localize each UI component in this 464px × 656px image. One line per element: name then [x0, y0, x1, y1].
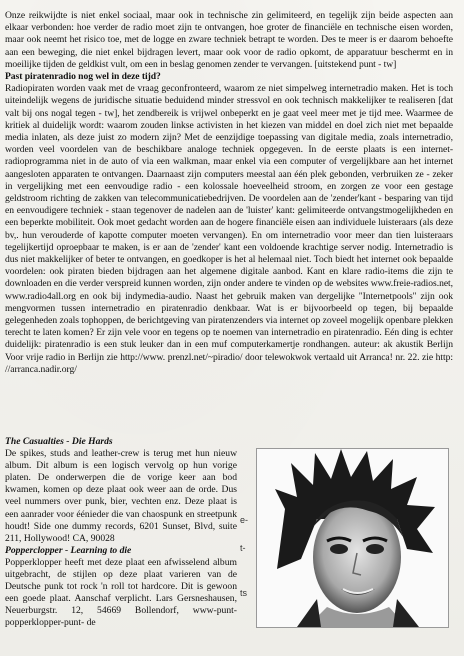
woman-photo-icon	[256, 448, 449, 628]
article	[5, 10, 453, 376]
article-intro: Onze reikwijdte is niet enkel sociaal, maar ook in technische zin gelimiteerd, en tegelijk zijn beide aspecten aan elkaar verbonden: hoe verder de radio moet zijn te ontvangen, hoe groter de financiële en technische eisen worden, maar ook neemt het risico toe, met de logge en zware techniek betrapt te worden. Des te meer is er daarom behoefte aan een beweging, die niet enkel bijdragen levert, maar ook voor de radio opkomt, de apparatuur beschermt en in moeilijke tijden de geldkist vult, om een in beslag genomen zender te vervangen. [uitstekend punt - tw]	[5, 10, 453, 70]
review-title: The Casualties - Die Hards	[5, 436, 113, 447]
review-title: Popperclopper - Learning to die	[5, 544, 132, 556]
review-text: De spikes, studs and leather-crew is terug met hun nieuw album. Dit album is een logisch vervolg op hun vorige platen. De onderwerpen die de vorige keer aan bod kwamen, komen op deze plaat ook weer aan de orde. Dus veel nummers over punk, bier, vechten enz. Deze plaat is een aanrader voor éénieder die van chaospunk en streetpunk houdt! Side one dummy records, 6201 Sunset, Blvd, suite 211, Hollywood! CA, 90028	[5, 448, 237, 544]
article-body: Radiopiraten worden vaak met de vraag geconfronteerd, waarom ze niet simpelweg internetradio maken. Het is toch uiteindelijk wegens de juridische situatie beduidend minder stressvol en ook technisch makkelijker te realiseren [dat valt bij ons nogal tegen - tw], het zendbereik is vrijwel onbeperkt en je gaat veel meer met je tijd mee. Waarmee de kritiek al duidelijk wordt: waarom zouden linkse activisten in het kiezen van middel en doel zich niet met bepaalde media inlaten, als deze juist zo modern zijn? Met de eenzijdige toepassing van digitale media, zoals internetradio, worden veel voordelen van de beschikbare analoge techniek opgegeven. In de eerste plaats is een internet-radioprogramma niet in de auto of via een walkman, maar enkel via een computer of vergelijkbare aan het internet aangesloten apparaten te ontvangen. Daarnaast zijn computers meestal aan één plek gebonden, verbruiken ze - zeker in vergelijking met een eenvoudige radio - een kolossale hoeveelheid stroom, en zorgen ze voor een gestage geldstroom richting de zakken van telecommunicatiebedrijven. De voordelen aan de 'zender'kant - besparing van tijd en eenvoudigere techniek - staan tegenover de nadelen aan de 'luister' kant: gelimiteerde ontvangstmogelijkheden en een beperkte mobiliteit. Ook moet gedacht worden aan de hogere financiële eisen aan individuele luisteraars (als deze bv,. hun verouderde of kapotte computer moeten vervangen). En om internetradio voor meer dan tien luisteraars tegelijkertijd oproepbaar te maken, is er aan de 'zender' kant een voldoende krachtige server nodig. Internetradio is dus niet makkelijker of beter te ontvangen, en goedkoper is het al helemaal niet. Toch biedt het internet ook bepaalde voordelen: ook piraten bieden bijdragen aan het algemene digitale aanbod. Kant en klare radio-items die zijn te downloaden en die verder verspreid kunnen worden, zijn onder andere te vinden op de websites www.freie-radios.net, www.radio4all.org en ook bij indymedia-audio. Naast het gebruik maken van dergelijke "Internetpools" zijn ook mengvormen tussen internetradio en piratenradio denkbaar. Wat is er bijvoorbeeld op tegen, bij bepaalde gelegenheden zoals tophoppen, de berichtgeving van piratenzenders via internet op zoveel mogelijk openbare plekken terecht te laten komen? Er zijn vele voor en tegens op te noemen van internetradio en piratenradio. Eén ding is echter duidelijk: piratenradio is een stuk leuker dan in een muf computerkamertje rondhangen. auteur: ak akustik Berlijn Voor vrije radio in Berlijn zie http://www. prenzl.net/~piradio/ door telewokwok vertaald uit Arranca! nr. 22. zie http: //arranca.nadir.org/	[5, 83, 453, 375]
margin-mark: e-	[240, 515, 249, 525]
reviews-column	[5, 436, 237, 630]
review-text: Popperklopper heeft met deze plaat een afwisselend album uitgebracht, de stijlen op deze plaat varieren van de Deutsche punk tot rock 'n roll tot hardcore. Dit is gewoon een goede plaat. Aanschaf verplicht. Lars Gersneshausen, Neuerburgstr. 12, 54669 Bollendorf, www-punt-popperklopper-punt- de	[5, 556, 237, 629]
photo-graphic	[257, 449, 448, 627]
margin-mark: t-	[240, 543, 246, 553]
article-heading: Past piratenradio nog wel in deze tijd?	[5, 71, 161, 83]
margin-mark: ts	[240, 588, 248, 598]
